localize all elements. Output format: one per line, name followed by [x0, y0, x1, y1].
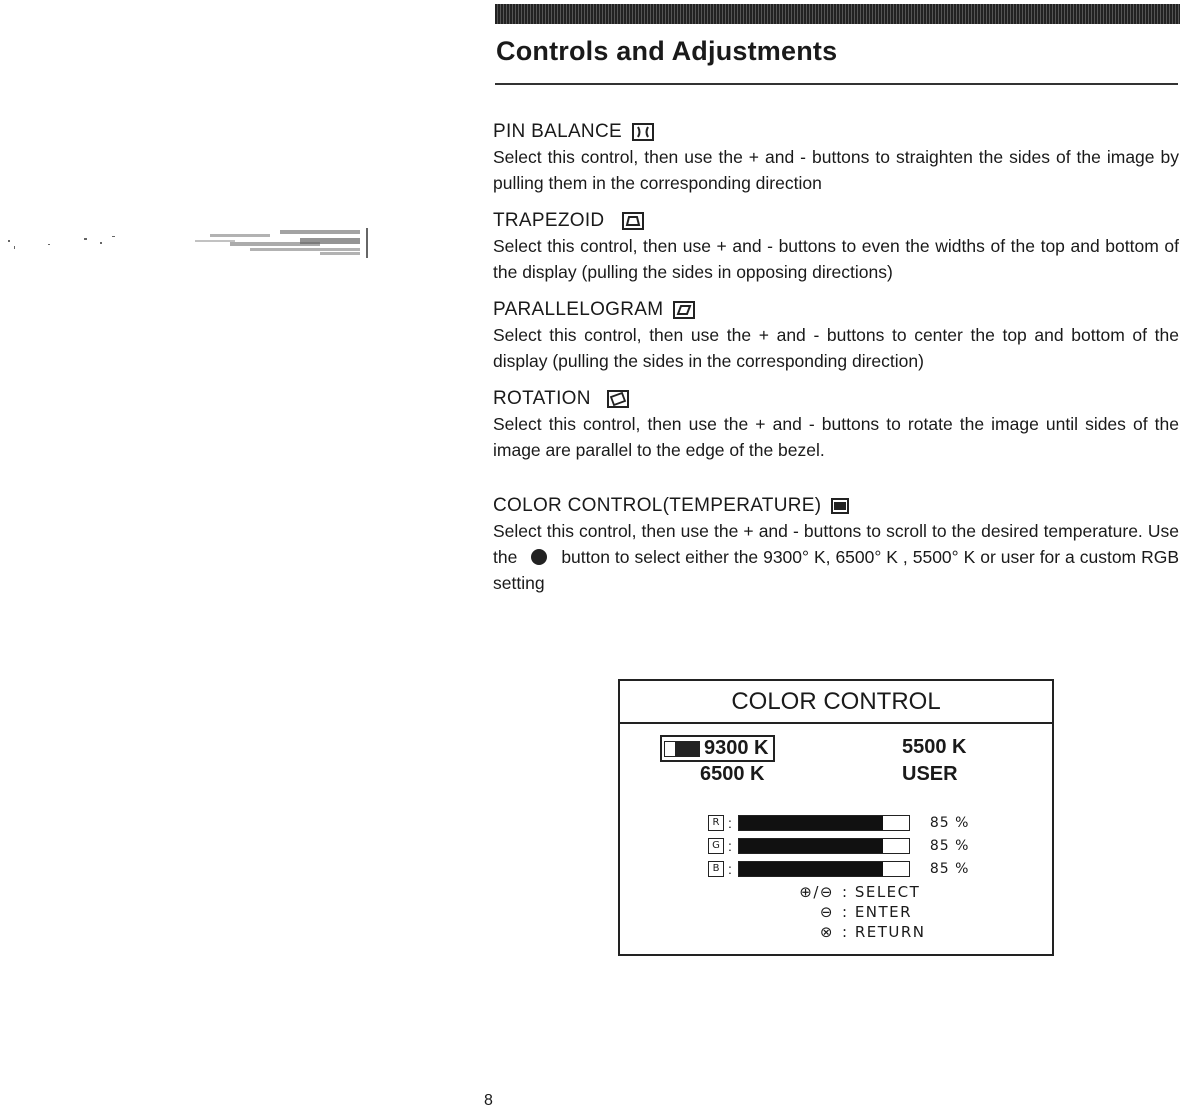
section-pin-balance [493, 119, 1179, 196]
section-heading: PARALLELOGRAM [493, 299, 664, 320]
section-color-control [493, 493, 1179, 596]
pointer-hand-icon [664, 741, 700, 757]
section-parallelogram [493, 297, 1179, 374]
plus-minus-icon: ⊕/⊖ [799, 883, 834, 901]
blue-channel-row: B : 85 % [708, 859, 969, 879]
red-level-bar[interactable] [738, 815, 910, 831]
rgb-icon [831, 498, 849, 514]
blue-percent: 85 % [929, 861, 970, 877]
return-icon: ⊗ [819, 923, 834, 941]
section-body: Select this control, then use the + and - buttons to straighten the sides of the image by pulling them in the corresponding direction [493, 147, 1179, 193]
section-heading: ROTATION [493, 388, 591, 409]
option-5500k[interactable]: 5500 K [902, 736, 967, 758]
section-body: Select this control, then use the + and - buttons to rotate the image until sides of the image are parallel to the edge of the bezel. [493, 414, 1179, 460]
legend-enter [764, 903, 912, 921]
red-channel-row: R : 85 % [708, 813, 969, 833]
pin-balance-icon [632, 123, 654, 141]
color-control-osd [618, 679, 1054, 956]
enter-icon: ⊖ [819, 903, 834, 921]
page-title: Controls and Adjustments [496, 36, 838, 66]
section-heading: PIN BALANCE [493, 121, 622, 142]
option-6500k[interactable]: 6500 K [700, 763, 765, 785]
option-9300k[interactable]: 9300 K [660, 735, 775, 762]
blue-channel-icon: B [708, 861, 724, 877]
header-bar [495, 4, 1180, 24]
section-body: Select this control, then use + and - buttons to even the widths of the top and bottom of the display (pulling the sides in opposing directions) [493, 236, 1179, 282]
section-body-end: button to select either the 9300° K, 6500° K , 5500° K or user for a custom RGB setting [493, 547, 1179, 593]
legend-return [764, 923, 926, 941]
blue-level-bar[interactable] [738, 861, 910, 877]
section-heading: TRAPEZOID [493, 210, 605, 231]
title-divider [495, 83, 1178, 85]
legend-label: : ENTER [842, 903, 913, 921]
enter-button-icon [531, 549, 547, 565]
page-number: 8 [484, 1092, 493, 1109]
parallelogram-icon [673, 301, 695, 319]
legend-select [764, 883, 920, 901]
red-percent: 85 % [929, 815, 970, 831]
rotation-icon [607, 390, 629, 408]
green-level-bar[interactable] [738, 838, 910, 854]
legend-label: : SELECT [842, 883, 921, 901]
section-body-start: Select this control, then use the + and - buttons to scroll to the desired temperature. Use the [493, 521, 1179, 567]
section-heading: COLOR CONTROL(TEMPERATURE) [493, 495, 822, 516]
red-channel-icon: R [708, 815, 724, 831]
controls-list [493, 119, 1179, 608]
section-rotation [493, 386, 1179, 463]
osd-title: COLOR CONTROL [620, 681, 1052, 724]
trapezoid-icon [622, 212, 644, 230]
green-channel-row: G : 85 % [708, 836, 969, 856]
option-user[interactable]: USER [902, 763, 958, 785]
green-channel-icon: G [708, 838, 724, 854]
section-body: Select this control, then use the + and - buttons to center the top and bottom of the display (pulling the sides in the corresponding direction) [493, 325, 1179, 371]
scan-artifact [0, 222, 372, 272]
green-percent: 85 % [929, 838, 970, 854]
section-trapezoid [493, 208, 1179, 285]
legend-label: : RETURN [842, 923, 926, 941]
